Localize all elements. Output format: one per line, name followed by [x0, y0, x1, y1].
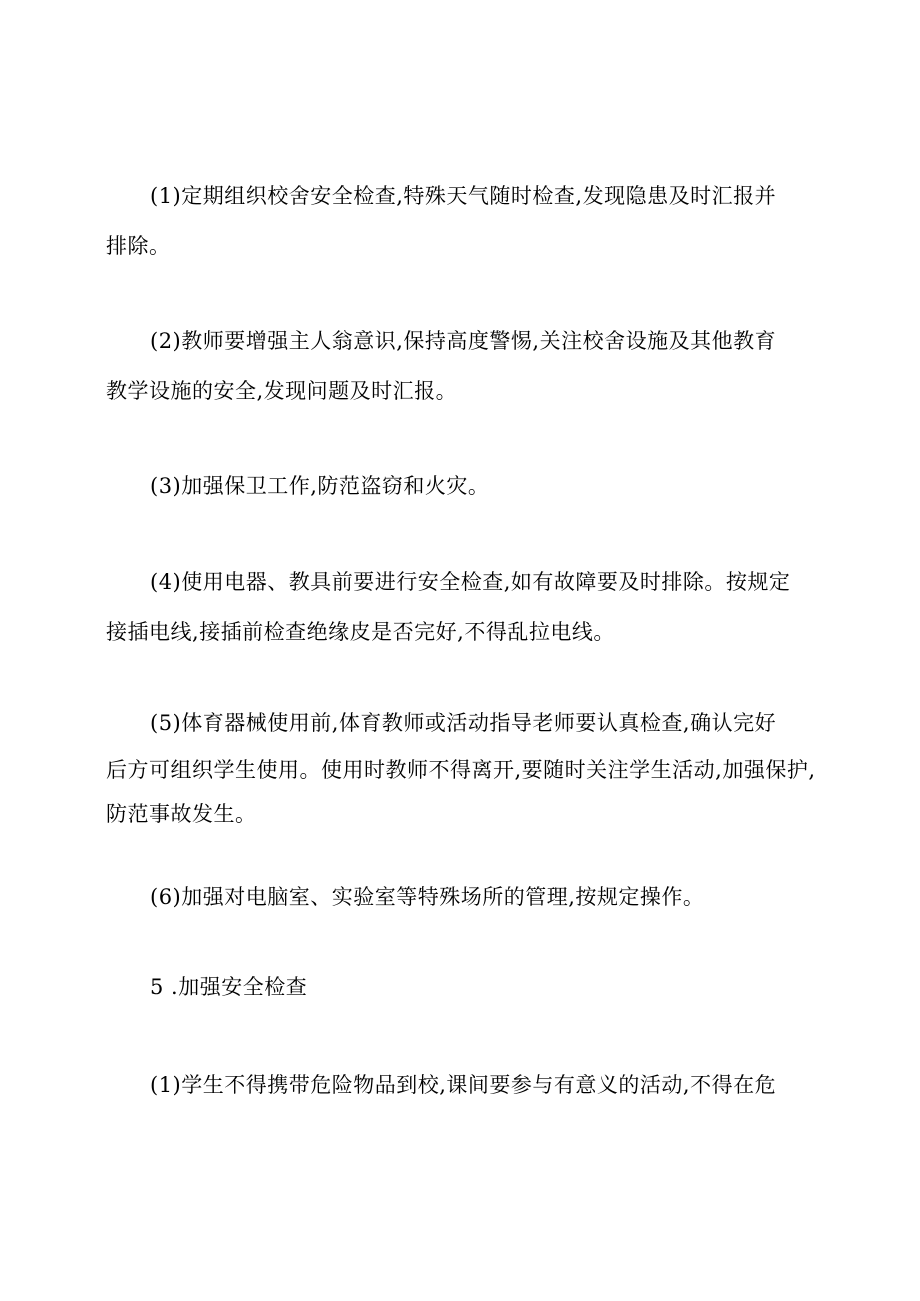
paragraph-1-line-2: 排除。	[106, 234, 171, 258]
paragraph-5-line-2: 后方可组织学生使用。使用时教师不得离开,要随时关注学生活动,加强保护,	[106, 758, 816, 782]
paragraph-5	[106, 698, 816, 836]
paragraph-3	[106, 461, 816, 511]
paragraph-7-line-1: (1)学生不得携带危险物品到校,课间要参与有意义的活动,不得在危	[150, 1073, 777, 1097]
paragraph-1	[106, 171, 816, 271]
paragraph-3-line-1: (3)加强保卫工作,防范盗窃和火灾。	[150, 474, 490, 498]
paragraph-1-line-1: (1)定期组织校舍安全检查,特殊天气随时检查,发现隐患及时汇报并	[150, 184, 777, 208]
paragraph-7	[106, 1060, 816, 1110]
paragraph-6-line-1: (6)加强对电脑室、实验室等特殊场所的管理,按规定操作。	[150, 885, 705, 909]
paragraph-4-line-2: 接插电线,接插前检查绝缘皮是否完好,不得乱拉电线。	[106, 620, 615, 644]
paragraph-4	[106, 557, 816, 657]
paragraph-5-line-1: (5)体育器械使用前,体育教师或活动指导老师要认真检查,确认完好	[150, 711, 777, 735]
paragraph-6	[106, 872, 816, 922]
paragraph-2	[106, 316, 816, 416]
section-heading: 5 .加强安全检查	[150, 975, 308, 999]
paragraph-5-line-3: 防范事故发生。	[106, 802, 257, 826]
paragraph-4-line-1: (4)使用电器、教具前要进行安全检查,如有故障要及时排除。按规定	[150, 570, 791, 594]
paragraph-2-line-1: (2)教师要增强主人翁意识,保持高度警惕,关注校舍设施及其他教育	[150, 329, 777, 353]
paragraph-2-line-2: 教学设施的安全,发现问题及时汇报。	[106, 379, 458, 403]
